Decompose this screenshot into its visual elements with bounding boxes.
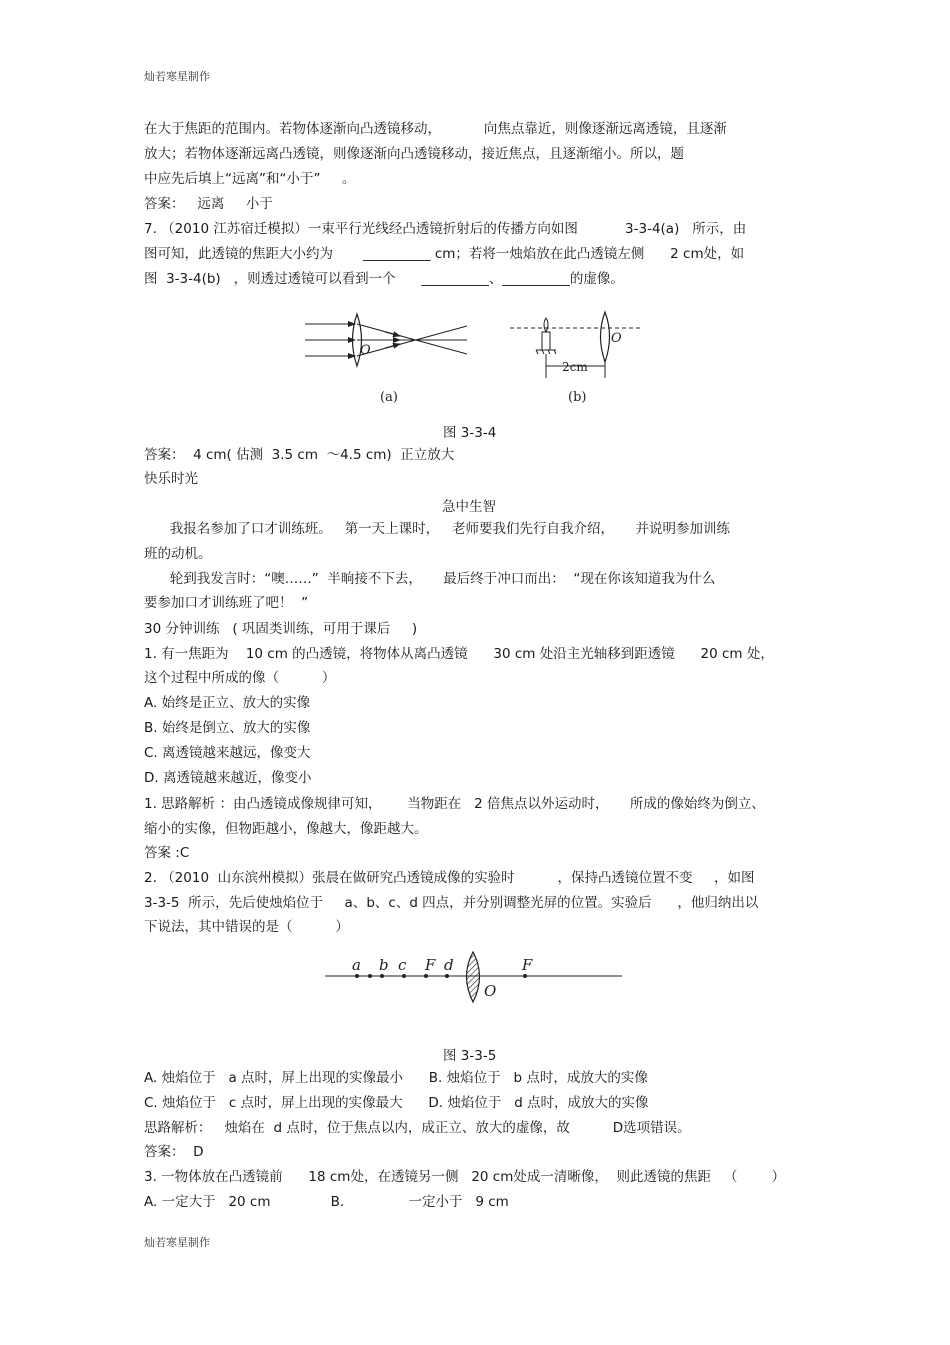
text-line: 在大于焦距的范围内。若物体逐渐向凸透镜移动， 向焦点靠近，则像逐渐远离透镜，且逐渐 — [144, 121, 727, 137]
lens-label-b: O — [611, 331, 622, 346]
question-2-line: 3-3-5 所示，先后使烛焰位于 a、b、c、d 四点，并分别调整光屏的位置。实验后 ，他归纳出以 — [144, 895, 759, 911]
distance-label: 2cm — [562, 360, 588, 374]
point-label-b: b — [379, 956, 389, 974]
text-line: 中应先后填上“远离”和“小于” 。 — [144, 171, 356, 187]
question-2-line: 2. （2010 山东滨州模拟）张晨在做研究凸透镜成像的实验时 ，保持凸透镜位置不变 ，如图 — [144, 870, 755, 886]
options-line: C. 烛焰位于 c 点时，屏上出现的实像最大 D. 烛焰位于 d 点时，成放大的实像 — [144, 1095, 649, 1111]
question-2-line: 下说法，其中错误的是（ ） — [144, 919, 349, 935]
section-heading: 30 分钟训练 ( 巩固类训练，可用于课后 ) — [144, 621, 418, 637]
option-a: A. 始终是正立、放大的实像 — [144, 695, 311, 711]
options-line: A. 一定大于 20 cm B. 一定小于 9 cm — [144, 1194, 509, 1210]
figure-a-diagram — [305, 314, 467, 366]
figure-label-b: (b) — [568, 390, 587, 405]
page-footer: 灿若寒星制作 — [144, 1236, 210, 1249]
point-label-a: a — [352, 956, 361, 974]
answer-line: 答案： 4 cm( 估测 3.5 cm ～4.5 cm) 正立放大 — [144, 447, 455, 463]
figure-3-3-5 — [320, 950, 630, 1010]
figure-3-3-4 — [300, 310, 650, 405]
point-label-focus-left: F — [425, 956, 436, 974]
text-line: 轮到我发言时：“噢……” 半晌接不下去， 最后终于冲口而出： “现在你该知道我为什么 — [144, 571, 716, 587]
section-heading: 快乐时光 — [144, 471, 198, 487]
question-7-line: 7. （2010 江苏宿迁模拟）一束平行光线经凸透镜折射后的传播方向如图 3-3-4(a) 所示，由 — [144, 221, 747, 237]
option-b: B. 始终是倒立、放大的实像 — [144, 720, 311, 736]
analysis-line: 1. 思路解析 ：由凸透镜成像规律可知， 当物距在 2 倍焦点以外运动时， 所成的像始终为倒立、 — [144, 796, 765, 812]
story-title: 急中生智 — [442, 499, 496, 515]
question-3-line: 3. 一物体放在凸透镜前 18 cm处，在透镜另一侧 20 cm处成一清晰像， 则此透镜的焦距 （ ） — [144, 1169, 786, 1185]
analysis-line: 思路解析： 烛焰在 d 点时，位于焦点以内，成正立、放大的虚像，故 D选项错误。 — [144, 1120, 691, 1136]
question-1-line: 1. 有一焦距为 10 cm 的凸透镜，将物体从离凸透镜 30 cm 处沿主光轴移到距透镜 20 cm 处， — [144, 646, 774, 662]
point-label-d: d — [444, 956, 454, 974]
option-c: C. 离透镜越来越远，像变大 — [144, 745, 311, 761]
text-line: 我报名参加了口才训练班。 第一天上课时， 老师要我们先行自我介绍， 并说明参加训练 — [144, 521, 730, 537]
page-header: 灿若寒星制作 — [144, 70, 210, 83]
analysis-line: 缩小的实像，但物距越小，像越大，像距越大。 — [144, 821, 428, 837]
option-d: D. 离透镜越来越近，像变小 — [144, 770, 312, 786]
lens-label-a: O — [360, 343, 371, 358]
figure-caption: 图 3-3-4 — [443, 425, 497, 441]
text-line: 班的动机。 — [144, 546, 212, 562]
options-line: A. 烛焰位于 a 点时，屏上出现的实像最小 B. 烛焰位于 b 点时，成放大的实像 — [144, 1070, 648, 1086]
point-label-c: c — [398, 956, 407, 974]
answer-line: 答案： 远离 小于 — [144, 196, 273, 212]
convex-lens — [467, 952, 480, 1002]
lens-label: O — [484, 982, 497, 1000]
question-7-line: 图可知，此透镜的焦距大小约为 __________ cm；若将一烛焰放在此凸透镜左侧 2 cm处，如 — [144, 246, 745, 262]
question-1-line: 这个过程中所成的像（ ） — [144, 670, 336, 686]
answer-line: 答案： D — [144, 1144, 204, 1160]
figure-caption: 图 3-3-5 — [443, 1048, 497, 1064]
figure-label-a: (a) — [380, 390, 398, 405]
text-line: 要参加口才训练班了吧！ ” — [144, 595, 309, 611]
answer-line: 答案 :C — [144, 845, 190, 861]
point-label-focus-right: F — [522, 956, 533, 974]
text-line: 放大；若物体逐渐远离凸透镜，则像逐渐向凸透镜移动，接近焦点，且逐渐缩小。所以，题 — [144, 146, 684, 162]
question-7-line: 图 3-3-4(b) ，则透过透镜可以看到一个 __________、__________的虚像。 — [144, 271, 624, 287]
